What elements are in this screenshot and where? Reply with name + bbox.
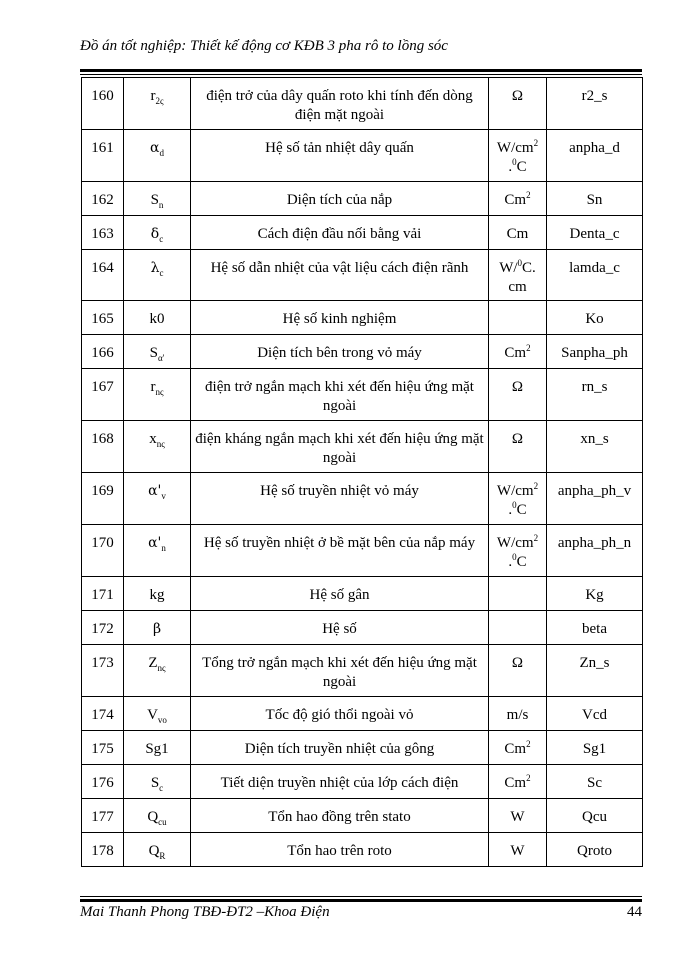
table-row [82, 130, 643, 182]
row-number: 172 [82, 611, 124, 645]
row-unit: Cm$^2$ [489, 335, 547, 369]
row-number: 165 [82, 301, 124, 335]
row-unit: Cm$^2$ [489, 731, 547, 765]
row-variable: Sn [547, 182, 643, 216]
row-symbol: $r_{2\varsigma}$ [124, 78, 191, 130]
row-description: Diện tích bên trong vỏ máy [191, 335, 489, 369]
header-rule-thick [80, 69, 642, 72]
row-unit: Ω [489, 421, 547, 473]
row-number: 176 [82, 765, 124, 799]
row-description: Tốc độ gió thổi ngoài vỏ [191, 697, 489, 731]
row-number: 169 [82, 473, 124, 525]
row-symbol: $\lambda_c$ [124, 250, 191, 301]
row-description: điện trở ngắn mạch khi xét đến hiệu ứng mặt ngoài [191, 369, 489, 421]
row-number: 168 [82, 421, 124, 473]
row-variable: Qroto [547, 833, 643, 867]
row-number: 164 [82, 250, 124, 301]
row-symbol: kg [124, 577, 191, 611]
row-description: Hệ số tản nhiệt dây quấn [191, 130, 489, 182]
row-number: 163 [82, 216, 124, 250]
row-variable: xn_s [547, 421, 643, 473]
row-symbol: $r_{n\varsigma}$ [124, 369, 191, 421]
table-row [82, 335, 643, 369]
row-variable: anpha_d [547, 130, 643, 182]
row-symbol: $S_c$ [124, 765, 191, 799]
row-unit: $W/cm^2$ .$^0$C [489, 473, 547, 525]
table-row [82, 369, 643, 421]
row-description: Diện tích của nắp [191, 182, 489, 216]
row-description: Hệ số truyền nhiệt ở bề mặt bên của nắp máy [191, 525, 489, 577]
row-description: Tổng trở ngắn mạch khi xét đến hiệu ứng mặt ngoài [191, 645, 489, 697]
row-number: 174 [82, 697, 124, 731]
row-unit: Cm$^2$ [489, 182, 547, 216]
table-row [82, 301, 643, 335]
row-number: 171 [82, 577, 124, 611]
row-number: 178 [82, 833, 124, 867]
row-symbol: $Q_{cu}$ [124, 799, 191, 833]
table-row [82, 833, 643, 867]
row-variable: Qcu [547, 799, 643, 833]
row-variable: beta [547, 611, 643, 645]
row-unit: Cm$^2$ [489, 765, 547, 799]
footer-rule-thin [80, 896, 642, 897]
page-header-title: Đồ án tốt nghiệp: Thiết kế động cơ KĐB 3 pha rô to lồng sóc [80, 38, 448, 54]
table-row [82, 799, 643, 833]
row-unit: Cm [489, 216, 547, 250]
row-unit: W/$^0$C. cm [489, 250, 547, 301]
table-row [82, 611, 643, 645]
row-number: 167 [82, 369, 124, 421]
row-variable: Denta_c [547, 216, 643, 250]
row-unit: Ω [489, 78, 547, 130]
row-description: Hệ số [191, 611, 489, 645]
row-unit: W [489, 799, 547, 833]
table-row [82, 697, 643, 731]
row-symbol: $\alpha'_v$ [124, 473, 191, 525]
row-variable: Sanpha_ph [547, 335, 643, 369]
row-symbol: k0 [124, 301, 191, 335]
table-row [82, 182, 643, 216]
row-variable: Sc [547, 765, 643, 799]
row-description: Tiết diện truyền nhiệt của lớp cách điện [191, 765, 489, 799]
row-variable: Sg1 [547, 731, 643, 765]
header-rule-thin [80, 74, 642, 75]
table-row [82, 216, 643, 250]
row-unit: m/s [489, 697, 547, 731]
row-unit [489, 301, 547, 335]
row-unit [489, 611, 547, 645]
row-variable: Zn_s [547, 645, 643, 697]
row-number: 173 [82, 645, 124, 697]
row-symbol: $\alpha_d$ [124, 130, 191, 182]
row-variable: Kg [547, 577, 643, 611]
row-symbol: $\delta_c$ [124, 216, 191, 250]
row-unit: W [489, 833, 547, 867]
table-row [82, 473, 643, 525]
row-description: Diện tích truyền nhiệt của gông [191, 731, 489, 765]
row-symbol: $S_n$ [124, 182, 191, 216]
table-row [82, 731, 643, 765]
row-description: Hệ số truyền nhiệt vỏ máy [191, 473, 489, 525]
row-variable: Vcd [547, 697, 643, 731]
row-symbol: $\alpha'_n$ [124, 525, 191, 577]
row-number: 160 [82, 78, 124, 130]
table-row [82, 78, 643, 130]
row-description: Cách điện đầu nối bằng vải [191, 216, 489, 250]
table-row [82, 525, 643, 577]
row-description: Hệ số gân [191, 577, 489, 611]
row-description: điện trở của dây quấn roto khi tính đến dòng điện mặt ngoài [191, 78, 489, 130]
row-number: 175 [82, 731, 124, 765]
row-variable: anpha_ph_v [547, 473, 643, 525]
row-symbol: $S_{\alpha'}$ [124, 335, 191, 369]
page-number: 44 [627, 904, 642, 920]
row-description: Tổn hao trên roto [191, 833, 489, 867]
table-row [82, 250, 643, 301]
footer-author: Mai Thanh Phong TBĐ-ĐT2 –Khoa Điện [80, 904, 330, 920]
row-description: Hệ số dẫn nhiệt của vật liệu cách điện rãnh [191, 250, 489, 301]
row-variable: anpha_ph_n [547, 525, 643, 577]
row-description: Tổn hao đồng trên stato [191, 799, 489, 833]
table-row [82, 577, 643, 611]
table-row [82, 421, 643, 473]
symbol-table [81, 77, 643, 867]
row-variable: rn_s [547, 369, 643, 421]
table-row [82, 765, 643, 799]
row-symbol: $x_{n\varsigma}$ [124, 421, 191, 473]
row-number: 177 [82, 799, 124, 833]
row-description: Hệ số kinh nghiệm [191, 301, 489, 335]
row-unit: $W/cm^2$ .$^0$C [489, 130, 547, 182]
row-unit: Ω [489, 645, 547, 697]
row-variable: Ko [547, 301, 643, 335]
row-unit [489, 577, 547, 611]
row-unit: $W/cm^2$ .$^0$C [489, 525, 547, 577]
table-row [82, 645, 643, 697]
row-symbol: β [124, 611, 191, 645]
row-variable: lamda_c [547, 250, 643, 301]
row-symbol: $Z_{n\varsigma}$ [124, 645, 191, 697]
row-number: 162 [82, 182, 124, 216]
row-number: 161 [82, 130, 124, 182]
row-unit: Ω [489, 369, 547, 421]
row-symbol: Sg1 [124, 731, 191, 765]
footer-rule-thick [80, 899, 642, 902]
row-variable: r2_s [547, 78, 643, 130]
row-description: điện kháng ngắn mạch khi xét đến hiệu ứng mặt ngoài [191, 421, 489, 473]
row-number: 166 [82, 335, 124, 369]
row-number: 170 [82, 525, 124, 577]
row-symbol: $V_{vo}$ [124, 697, 191, 731]
row-symbol: $Q_R$ [124, 833, 191, 867]
